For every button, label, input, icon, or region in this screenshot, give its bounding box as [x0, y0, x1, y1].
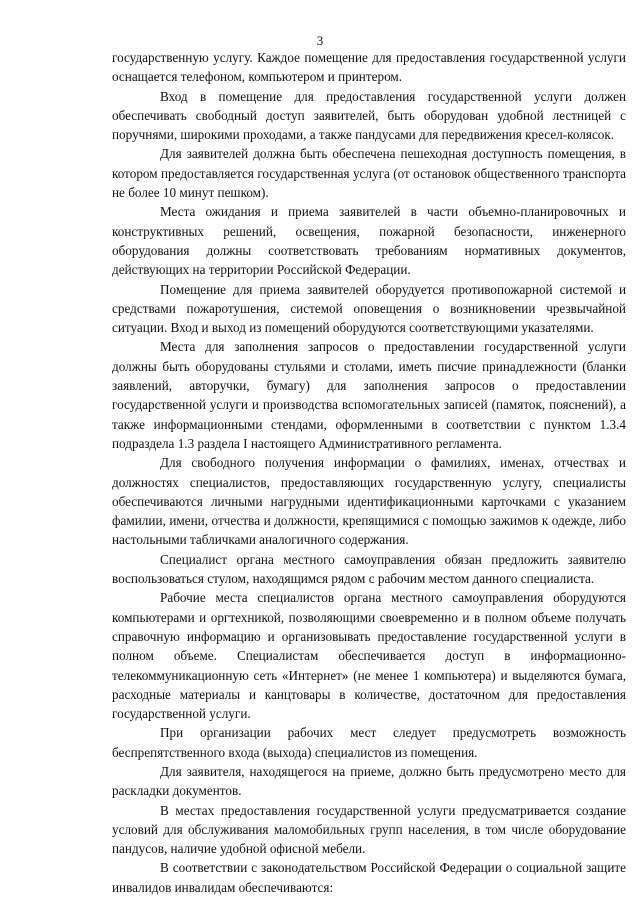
paragraph: Для заявителя, находящегося на приеме, должно быть предусмотрено место для раскладки документов. [112, 763, 626, 799]
paragraph: Специалист органа местного самоуправления обязан предложить заявителю воспользоваться стулом, находящимся рядом с рабочим местом данного специалиста. [112, 551, 626, 587]
paragraph: Для заявителей должна быть обеспечена пешеходная доступность помещения, в котором предоставляется государственная услуга (от остановок общественного транспорта не более 10 минут пешком). [112, 146, 626, 201]
paragraph: Места для заполнения запросов о предоставлении государственной услуги должны быть оборудованы стульями и столами, иметь писчие принадлежности (бланки заявлений, авторучки, бумагу) для заполнения запросов о предоставлении государственной услуги и производства вспомогательных записей (памяток, пояснений), а также информационными стендами, оформленными в соответствии с пунктом 1.3.4 подраздела 1.3 раздела I настоящего Административного регламента. [112, 339, 626, 451]
document-body [112, 48, 626, 897]
paragraph: государственную услугу. Каждое помещение для предоставления государственной услуги оснащается телефоном, компьютером и принтером. [112, 50, 626, 85]
paragraph: При организации рабочих мест следует предусмотреть возможность беспрепятственного входа (выхода) специалистов из помещения. [112, 725, 626, 760]
paragraph: Помещение для приема заявителей оборудуется противопожарной системой и средствами пожаротушения, системой оповещения о возникновении чрезвычайной ситуации. Вход и выход из помещений оборудуются соответствующими указателями. [112, 281, 626, 336]
paragraph: В соответствии с законодательством Российской Федерации о социальной защите инвалидов инвалидам обеспечиваются: [112, 860, 626, 895]
paragraph: Для свободного получения информации о фамилиях, именах, отчествах и должностях специалистов, предоставляющих государственную услугу, специалисты обеспечиваются личными нагрудными идентификационными карточками с указанием фамилии, имени, отчества и должности, крепящимися с помощью зажимов к одежде, либо настольными табличками аналогичного содержания. [112, 455, 626, 548]
paragraph: Вход в помещение для предоставления государственной услуги должен обеспечивать свободный доступ заявителей, быть оборудован удобной лестницей с поручнями, широкими проходами, а также пандусами для передвижения кресел-колясок. [112, 88, 626, 143]
page-number: 3 [316, 33, 324, 48]
paragraph: Места ожидания и приема заявителей в части объемно-планировочных и конструктивных решений, освещения, пожарной безопасности, инженерного оборудования должны соответствовать требованиям нормативных документов, действующих на территории Российской Федерации. [112, 204, 626, 278]
paragraph: Рабочие места специалистов органа местного самоуправления оборудуются компьютерами и оргтехникой, позволяющими своевременно и в полном объеме получать справочную информацию и организовывать предоставление государственной услуги в полном объеме. Специалистам обеспечивается доступ в информационно-телекоммуникационную сеть «Интернет» (не менее 1 компьютера) и выделяются бумага, расходные материалы и канцтовары в количестве, достаточном для предоставления государственной услуги. [112, 590, 626, 722]
paragraph: В местах предоставления государственной услуги предусматривается создание условий для обслуживания маломобильных групп населения, в том числе оборудование пандусов, наличие удобной офисной мебели. [112, 802, 626, 857]
